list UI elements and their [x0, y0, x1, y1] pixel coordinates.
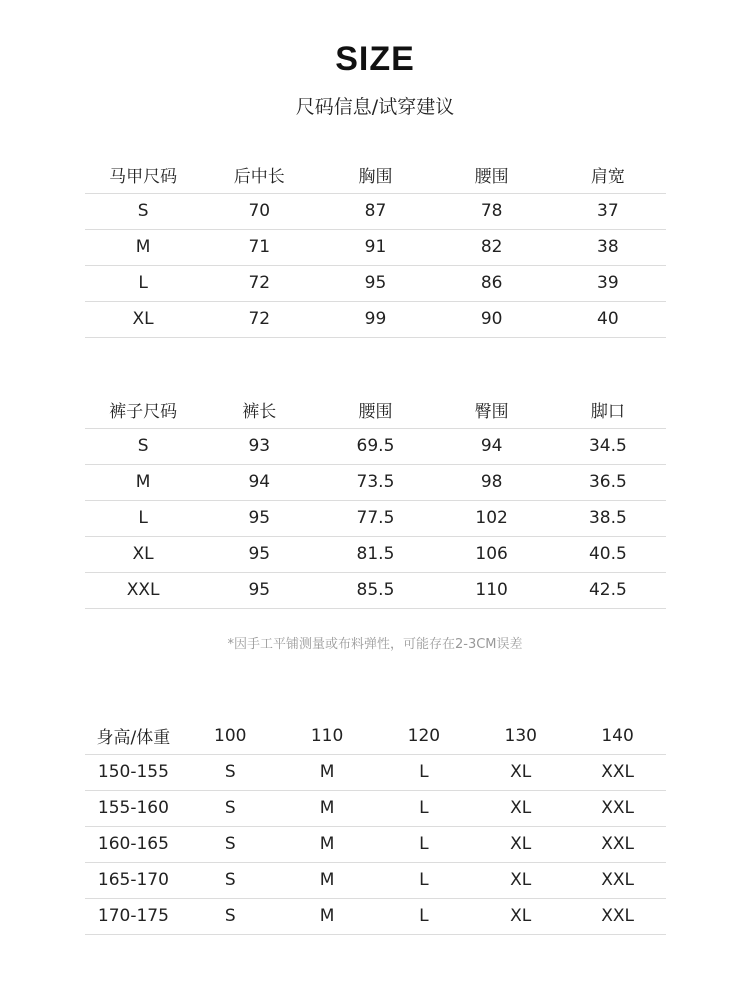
table-cell: M — [279, 754, 376, 790]
table-header-row — [85, 392, 666, 428]
table-cell: XL — [472, 862, 569, 898]
table-cell: S — [85, 428, 201, 464]
measurement-note: *因手工平铺测量或布料弹性，可能存在2-3CM误差 — [227, 637, 523, 652]
table-cell: 81.5 — [317, 536, 433, 572]
table-cell: 87 — [317, 193, 433, 229]
table-cell: XL — [85, 536, 201, 572]
table-cell: 98 — [434, 464, 550, 500]
table-cell: 93 — [201, 428, 317, 464]
table-cell: L — [375, 898, 472, 934]
table-cell: 91 — [317, 229, 433, 265]
table-cell: 38 — [550, 229, 666, 265]
header-cell: 110 — [279, 718, 376, 754]
table-cell: XL — [472, 898, 569, 934]
table-cell: 94 — [201, 464, 317, 500]
table-cell: 85.5 — [317, 572, 433, 608]
table-row — [85, 536, 666, 572]
table-cell: S — [182, 826, 279, 862]
header-cell: 后中长 — [201, 157, 317, 193]
table-cell: 94 — [434, 428, 550, 464]
header-cell: 臀围 — [434, 392, 550, 428]
header-cell: 身高/体重 — [85, 718, 182, 754]
table-cell: 90 — [434, 301, 550, 337]
table-header-row — [85, 157, 666, 193]
table-cell: 106 — [434, 536, 550, 572]
table-cell: M — [279, 862, 376, 898]
table-cell: XXL — [569, 754, 666, 790]
table-cell: 170-175 — [85, 898, 182, 934]
vest-size-table — [85, 157, 666, 338]
table-cell: 34.5 — [550, 428, 666, 464]
table-cell: 71 — [201, 229, 317, 265]
table-cell: 160-165 — [85, 826, 182, 862]
table-row — [85, 229, 666, 265]
table-row — [85, 790, 666, 826]
table-cell: 73.5 — [317, 464, 433, 500]
table-cell: 150-155 — [85, 754, 182, 790]
table-cell: XXL — [569, 862, 666, 898]
table-cell: 36.5 — [550, 464, 666, 500]
table-cell: 95 — [201, 572, 317, 608]
table-cell: 110 — [434, 572, 550, 608]
table-cell: 37 — [550, 193, 666, 229]
header-cell: 脚口 — [550, 392, 666, 428]
table-cell: 40 — [550, 301, 666, 337]
table-header-row — [85, 718, 666, 754]
table-cell: S — [182, 790, 279, 826]
page-subtitle: 尺码信息/试穿建议 — [295, 96, 455, 118]
table-cell: L — [375, 790, 472, 826]
table-cell: 82 — [434, 229, 550, 265]
header-cell: 100 — [182, 718, 279, 754]
table-cell: 95 — [317, 265, 433, 301]
table-cell: XXL — [569, 790, 666, 826]
table-row — [85, 428, 666, 464]
header-cell: 裤长 — [201, 392, 317, 428]
page-title: SIZE — [335, 40, 415, 78]
table-cell: L — [375, 862, 472, 898]
table-cell: S — [182, 898, 279, 934]
table-cell: 95 — [201, 536, 317, 572]
header-cell: 裤子尺码 — [85, 392, 201, 428]
table-cell: L — [375, 754, 472, 790]
table-cell: 38.5 — [550, 500, 666, 536]
table-row — [85, 193, 666, 229]
table-cell: 99 — [317, 301, 433, 337]
table-cell: 155-160 — [85, 790, 182, 826]
table-row — [85, 898, 666, 934]
table-row — [85, 464, 666, 500]
table-cell: M — [279, 790, 376, 826]
table-row — [85, 826, 666, 862]
table-cell: XL — [85, 301, 201, 337]
table-cell: 165-170 — [85, 862, 182, 898]
table-cell: 70 — [201, 193, 317, 229]
table-cell: 72 — [201, 265, 317, 301]
table-cell: XL — [472, 790, 569, 826]
table-cell: 78 — [434, 193, 550, 229]
header-cell: 130 — [472, 718, 569, 754]
table-cell: 42.5 — [550, 572, 666, 608]
table-cell: 69.5 — [317, 428, 433, 464]
table-cell: M — [85, 229, 201, 265]
table-row — [85, 862, 666, 898]
table-cell: XL — [472, 754, 569, 790]
table-row — [85, 572, 666, 608]
table-cell: M — [279, 826, 376, 862]
table-cell: XXL — [569, 826, 666, 862]
table-cell: 102 — [434, 500, 550, 536]
table-cell: XXL — [85, 572, 201, 608]
header-cell: 120 — [375, 718, 472, 754]
table-cell: 40.5 — [550, 536, 666, 572]
table-cell: S — [182, 862, 279, 898]
header-cell: 140 — [569, 718, 666, 754]
table-cell: 39 — [550, 265, 666, 301]
table-row — [85, 754, 666, 790]
header-cell: 马甲尺码 — [85, 157, 201, 193]
header-cell: 胸围 — [317, 157, 433, 193]
table-cell: L — [85, 500, 201, 536]
table-cell: XXL — [569, 898, 666, 934]
table-cell: M — [85, 464, 201, 500]
header-cell: 腰围 — [317, 392, 433, 428]
table-cell: S — [85, 193, 201, 229]
table-cell: 77.5 — [317, 500, 433, 536]
table-cell: XL — [472, 826, 569, 862]
size-recommendation-table — [85, 718, 666, 935]
table-cell: L — [375, 826, 472, 862]
table-cell: M — [279, 898, 376, 934]
table-row — [85, 500, 666, 536]
table-row — [85, 265, 666, 301]
table-cell: 72 — [201, 301, 317, 337]
table-cell: S — [182, 754, 279, 790]
pants-size-table — [85, 392, 666, 609]
table-row — [85, 301, 666, 337]
header-cell: 肩宽 — [550, 157, 666, 193]
table-cell: 95 — [201, 500, 317, 536]
table-cell: L — [85, 265, 201, 301]
table-cell: 86 — [434, 265, 550, 301]
header-cell: 腰围 — [434, 157, 550, 193]
